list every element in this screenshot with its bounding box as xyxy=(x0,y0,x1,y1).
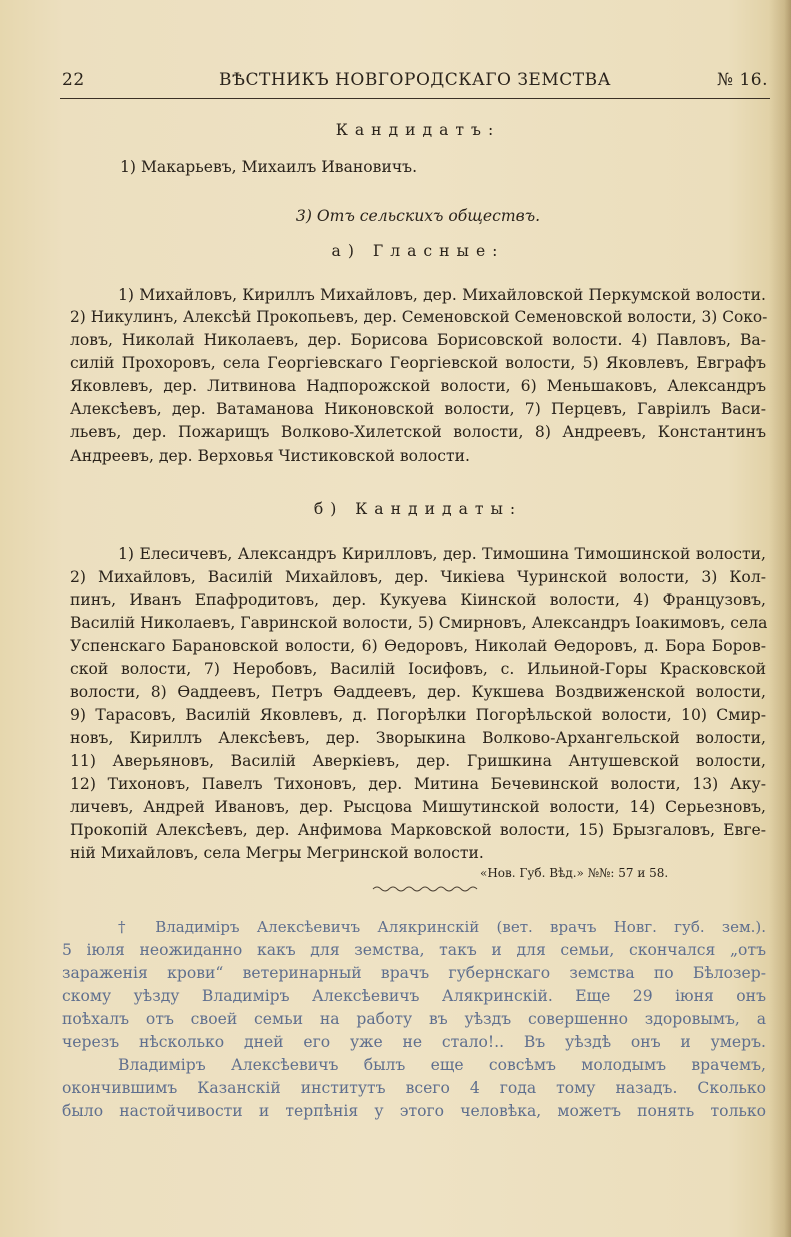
kandidaty-line: Василій Николаевъ, Гавринской волости, 5) Смирновъ, Александръ Іоакимовъ, села xyxy=(70,614,768,632)
page-number: 22 xyxy=(62,70,85,90)
book-page: 22 ВѢСТНИКЪ НОВГОРОДСКАГО ЗЕМСТВА № 16. Кандидатъ: 1) Макарьевъ, Михаилъ Ивановичъ. 3) Отъ сельскихъ обществъ. а) Гласные: 1) Михайловъ, Кириллъ Михайловъ, дер. Михайловской Перкумской волости. 2) Никулинъ, Алексѣй Прокопьевъ, дер. Семеновской Семеновской волости, 3) Соко- ловъ, Николай Николаевъ, дер. Борисова Борисовской волости. 4) Павловъ, Ва- силій Прохоровъ, села Георгіевскаго Георгіевской волости, 5) Яковлевъ, Евграфъ Яковлевъ, дер. Литвинова Надпорожской волости, 6) Меньшаковъ, Александръ Алексѣевъ, дер. Ватаманова Никоновской волости, 7) Перцевъ, Гавріилъ Васи- льевъ, дер. Пожарищъ Волково-Хилетской волости, 8) Андреевъ, Константинъ Андреевъ, дер. Верховья Чистиковской волости. б) Кандидаты: 1) Елесичевъ, Александръ Кирилловъ, дер. Тимошина Тимошинской волости, 2) Михайловъ, Василій Михайловъ, дер. Чикіева Чуринской волости, 3) Кол- пинъ, Иванъ Епафродитовъ, дер. Кукуева Кіинской волости, 4) Французовъ, Василій Николаевъ, Гавринской волости, 5) Смирновъ, Александръ Іоакимовъ, села Успенскаго Барановской волости, 6) Өедоровъ, Николай Өедоровъ, д. Бора Боров- ской волости, 7) Неробовъ, Василій Іосифовъ, с. Ильиной-Горы Красковской волости, 8) Өаддеевъ, Петръ Өаддеевъ, дер. Кукшева Воздвиженской волости, 9) Тарасовъ, Василій Яковлевъ, д. Погорѣлки Погорѣльской волости, 10) Смир- новъ, Кириллъ Алексѣевъ, дер. Зворыкина Волково-Архангельской волости, 11) Аверьяновъ, Василій Аверкіевъ, дер. Гришкина Антушевской волости, 12) Тихоновъ, Павелъ Тихоновъ, дер. Митина Бечевинской волости, 13) Аку- личевъ, Андрей Ивановъ, дер. Рысцова Мишутинской волости, 14) Серьезновъ, Прокопій Алексѣевъ, дер. Анфимова Марковской волости, 15) Брызгаловъ, Евге- ній Михайловъ, села Мегры Мегринской волости. «Нов. Губ. Вѣд.» №№: 57 и 58. † Владиміръ Алексѣевичъ Алякринскій (вет. врачъ Новг. губ. зем.). 5 іюля неожиданно какъ для земства, такъ и для семьи, скончался „отъ зараженія крови“ ветеринарный врачъ губернскаго земства по Бѣлозер- скому уѣзду Владиміръ Алексѣевичъ Алякринскій. Еще 29 іюня онъ поѣхалъ отъ своей семьи на работу въ уѣздъ совершенно здоровымъ, а черезъ нѣсколько дней его уже не стало!.. Въ уѣздѣ онъ и умеръ. Владиміръ Алексѣевичъ былъ еще совсѣмъ молодымъ врачемъ, окончившимъ Казанскій институтъ всего 4 года тому назадъ. Сколько было настойчивости и терпѣнія у этого человѣка, можетъ понять только xyxy=(0,0,791,1237)
kandidaty-line: Прокопій Алексѣевъ, дер. Анфимова Марковской волости, 15) Брызгаловъ, Евге- xyxy=(70,821,766,839)
kandidaty-line: 2) Михайловъ, Василій Михайловъ, дер. Чикіева Чуринской волости, 3) Кол- xyxy=(70,568,766,586)
glasnye-line: силій Прохоровъ, села Георгіевскаго Георгіевской волости, 5) Яковлевъ, Евграфъ xyxy=(70,354,766,372)
issue-number: № 16. xyxy=(716,70,768,90)
kandidaty-line: пинъ, Иванъ Епафродитовъ, дер. Кукуева Кіинской волости, 4) Французовъ, xyxy=(70,591,766,609)
kandidaty-line: Успенскаго Барановской волости, 6) Өедоровъ, Николай Өедоровъ, д. Бора Боров- xyxy=(70,637,766,655)
glasnye-line: Яковлевъ, дер. Литвинова Надпорожской волости, 6) Меньшаковъ, Александръ xyxy=(70,377,766,395)
obituary-line: 5 іюля неожиданно какъ для земства, такъ и для семьи, скончался „отъ xyxy=(62,941,766,959)
obituary-line: Владиміръ Алексѣевичъ былъ еще совсѣмъ молодымъ врачемъ, xyxy=(118,1056,766,1074)
kandidaty-line: 1) Елесичевъ, Александръ Кирилловъ, дер. Тимошина Тимошинской волости, xyxy=(118,545,766,563)
kandidaty-line: 11) Аверьяновъ, Василій Аверкіевъ, дер. Гришкина Антушевской волости, xyxy=(70,752,766,770)
kandidaty-line: 12) Тихоновъ, Павелъ Тихоновъ, дер. Митина Бечевинской волости, 13) Аку- xyxy=(70,775,766,793)
page-spine-shadow xyxy=(769,0,791,1237)
kandidaty-line: личевъ, Андрей Ивановъ, дер. Рысцова Мишутинской волости, 14) Серьезновъ, xyxy=(70,798,766,816)
glasnye-line: ловъ, Николай Николаевъ, дер. Борисова Борисовской волости. 4) Павловъ, Ва- xyxy=(70,331,766,349)
heading-glasnye: а) Гласные: xyxy=(331,242,505,260)
obituary-line: зараженія крови“ ветеринарный врачъ губернскаго земства по Бѣлозер- xyxy=(62,964,766,982)
obituary-line: окончившимъ Казанскій институтъ всего 4 года тому назадъ. Сколько xyxy=(62,1079,766,1097)
glasnye-line: Алексѣевъ, дер. Ватаманова Никоновской волости, 7) Перцевъ, Гавріилъ Васи- xyxy=(70,400,766,418)
kandidaty-line: ній Михайловъ, села Мегры Мегринской волости. xyxy=(70,844,484,862)
divider-ornament xyxy=(371,885,481,893)
glasnye-line: льевъ, дер. Пожарищъ Волково-Хилетской волости, 8) Андреевъ, Константинъ xyxy=(70,423,766,441)
heading-kandidaty: б) Кандидаты: xyxy=(313,500,523,518)
kandidaty-line: 9) Тарасовъ, Василій Яковлевъ, д. Погорѣлки Погорѣльской волости, 10) Смир- xyxy=(70,706,766,724)
glasnye-line: Андреевъ, дер. Верховья Чистиковской волости. xyxy=(70,447,471,465)
obituary-line: было настойчивости и терпѣнія у этого человѣка, можетъ понять только xyxy=(62,1102,766,1120)
kandidat-line: 1) Макарьевъ, Михаилъ Ивановичъ. xyxy=(120,158,418,176)
heading-kandidat: Кандидатъ: xyxy=(335,121,501,139)
obituary-line: черезъ нѣсколько дней его уже не стало!.. Въ уѣздѣ онъ и умеръ. xyxy=(62,1033,766,1051)
kandidaty-line: ской волости, 7) Неробовъ, Василій Іосифовъ, с. Ильиной-Горы Красковской xyxy=(70,660,766,678)
heading-obshchestv: 3) Отъ сельскихъ обществъ. xyxy=(295,207,541,225)
glasnye-line: 2) Никулинъ, Алексѣй Прокопьевъ, дер. Семеновской Семеновской волости, 3) Соко- xyxy=(70,308,768,326)
glasnye-line: 1) Михайловъ, Кириллъ Михайловъ, дер. Михайловской Перкумской волости. xyxy=(118,286,766,304)
running-header xyxy=(62,70,768,96)
header-rule xyxy=(60,98,770,99)
obituary-line: скому уѣзду Владиміръ Алексѣевичъ Алякринскій. Еще 29 іюня онъ xyxy=(62,987,766,1005)
obituary-line: поѣхалъ отъ своей семьи на работу въ уѣздъ совершенно здоровымъ, а xyxy=(62,1010,766,1028)
kandidaty-line: волости, 8) Өаддеевъ, Петръ Өаддеевъ, дер. Кукшева Воздвиженской волости, xyxy=(70,683,766,701)
kandidaty-line: новъ, Кириллъ Алексѣевъ, дер. Зворыкина Волково-Архангельской волости, xyxy=(70,729,766,747)
journal-title: ВѢСТНИКЪ НОВГОРОДСКАГО ЗЕМСТВА xyxy=(219,70,611,90)
obituary-heading: † Владиміръ Алексѣевичъ Алякринскій (вет. врачъ Новг. губ. зем.). xyxy=(118,918,766,936)
